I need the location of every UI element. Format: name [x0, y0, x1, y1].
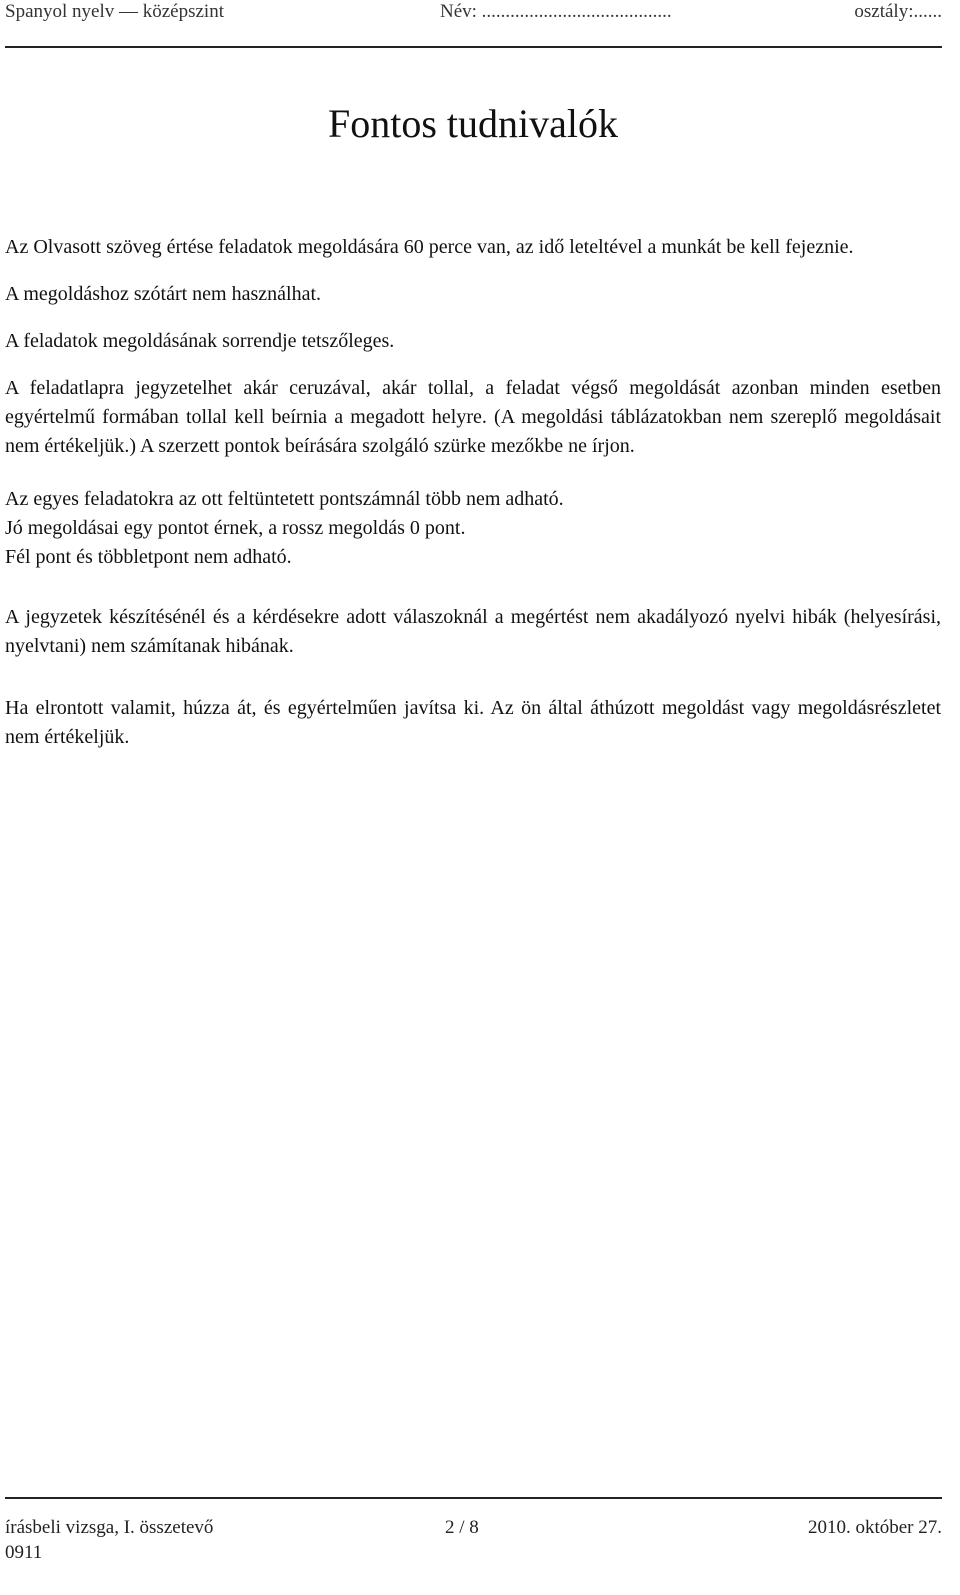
paragraph-time-limit: Az Olvasott szöveg értése feladatok megoldására 60 perce van, az idő leteltével a munkát be kell fejeznie.	[5, 236, 854, 258]
header-class-field: osztály:......	[854, 1, 942, 22]
page-header	[5, 0, 942, 48]
header-subject: Spanyol nyelv — középszint	[5, 1, 224, 22]
footer-page-number: 2 / 8	[445, 1517, 479, 1538]
paragraph-max-points: Az egyes feladatokra az ott feltüntetett pontszámnál több nem adható.	[5, 488, 564, 510]
instructions-body	[5, 233, 941, 752]
paragraph-no-half-points: Fél pont és többletpont nem adható.	[5, 546, 292, 568]
paragraph-corrections: Ha elrontott valamit, húzza át, és egyértelműen javítsa ki. Az ön által áthúzott megoldást vagy megoldásrészletet nem értékeljük.	[5, 697, 941, 748]
paragraph-language-errors: A jegyzetek készítésénél és a kérdésekre adott válaszoknál a megértést nem akadályozó nyelvi hibák (helyesírási, nyelvtani) nem számítanak hibának.	[5, 606, 941, 657]
footer-exam-part: írásbeli vizsga, I. összetevő	[5, 1517, 214, 1538]
paragraph-order: A feladatok megoldásának sorrendje tetszőleges.	[5, 330, 395, 352]
header-name-field: Név: ........................................	[440, 1, 672, 22]
paragraph-scoring: Jó megoldásai egy pontot érnek, a rossz megoldás 0 pont.	[5, 517, 466, 539]
paragraph-notes: A feladatlapra jegyzetelhet akár ceruzával, akár tollal, a feladat végső megoldását azonban minden esetben egyértelmű formában tollal kell beírnia a megadott helyre. (A megoldási táblázatokban nem szereplő megoldásait nem értékeljük.) A szerzett pontok beírására szolgáló szürke mezőkbe ne írjon.	[5, 377, 941, 457]
page-footer	[5, 1497, 942, 1595]
page-title: Fontos tudnivalók	[327, 101, 619, 146]
paragraph-dictionary: A megoldáshoz szótárt nem használhat.	[5, 283, 322, 305]
footer-code: 0911	[5, 1542, 43, 1563]
footer-date: 2010. október 27.	[807, 1517, 942, 1538]
